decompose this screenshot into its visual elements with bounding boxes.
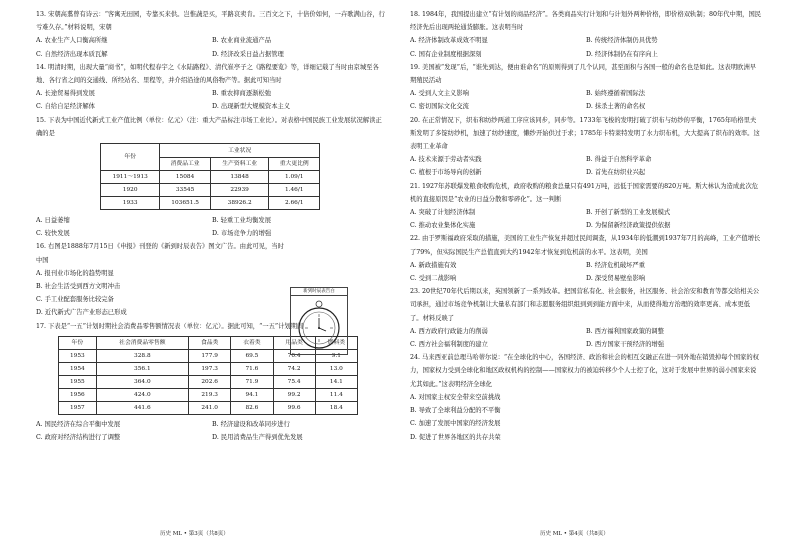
option-b: B. 始终遵循着国际法	[586, 90, 646, 98]
table-cell: 14.1	[315, 375, 357, 388]
options	[36, 34, 388, 60]
option-a: A. 受到人文主义影响	[410, 90, 469, 98]
industry-table	[100, 143, 320, 210]
option-a: A. 报刊业市场化的趋势明显	[36, 269, 114, 277]
table-cell: 1955	[59, 375, 97, 388]
table-cell: 22939	[210, 184, 269, 197]
option-a: A. 对国家主权安全带来空前挑战	[410, 393, 501, 401]
question-stem: 22. 由于罗斯福政府采取的措施，美国的工业生产恢复并超过民间调查，从1934年的低潮到1937年7月的高峰，工业产值增长了79%，但实际国民生产总值直到大约1942年才恢复到危机前的水平。这表明，美国	[410, 235, 761, 256]
question-stem: 17. 下表是“一五”计划时期社会消费品零售额情况表（单位：亿元）。据此可知，“一五”计划期间	[36, 322, 304, 330]
table-cell: 441.6	[96, 401, 188, 414]
advertisement-image	[290, 287, 348, 355]
option-b: B. 传统经济体制仍具优势	[586, 37, 658, 45]
table-cell: 13848	[210, 171, 269, 184]
page-footer-left: 历史 ML • 第3页（共8页）	[160, 531, 229, 537]
table-cell: 38926.2	[210, 197, 269, 210]
option-d: D. 深受贸易壁垒影响	[586, 275, 646, 283]
table-cell: 82.6	[231, 401, 273, 414]
option-d: D. 为保留新经济政策提供依据	[586, 222, 671, 230]
option-b: B. 社会生活受到西方文明冲击	[36, 283, 121, 291]
option-c: C. 国有企业制度根据深刻	[410, 50, 482, 58]
question-stem: 20. 在正常情况下，织布和纺纱两道工序应该同步，同步等。1733年飞梭的发明打破了织布与纺纱的平衡，1765年哈格里夫斯发明了多锭纺纱机，加速了纺纱速度，懒纱开始供过于求；1785年卡特莱特发明了水力织布机，大大提高了织布的效率。这表明工业革命	[410, 116, 760, 151]
option-c: C. 自然经济出现本质瓦解	[36, 50, 108, 58]
table-cell: 75.4	[273, 375, 315, 388]
options	[410, 206, 762, 232]
table-cell: 15084	[160, 171, 211, 184]
table-cell: 202.6	[189, 375, 231, 388]
table-cell: 1953	[59, 349, 97, 362]
option-c: C. 手工业配套服务比较完备	[36, 296, 114, 304]
option-c: C. 较快发展	[36, 230, 70, 238]
table-header: 重大更比例	[269, 158, 320, 171]
table-cell: 99.2	[273, 388, 315, 401]
option-b: B. 西方福利国家政策的调整	[586, 327, 664, 335]
question-stem: 18. 1984年，我国提出建立“有计划的商品经济”。各类商品实行计划和与计划外两种价格，即价格双轨制；80年代中期，国民经济先后出现两轮通货膨胀。这表明当时	[410, 11, 762, 32]
option-a: A. 突破了计划经济体制	[410, 209, 476, 217]
question-stem: 13. 宋朝高翥曾有诗云：“客寓无田园，专靠买来供。岂惟蔬是买，平路哀卖肯。三百文之下，十倍价如何，一卉歌满山谷，行亏难久存。”材料说明，宋朝	[36, 11, 385, 32]
option-b: B. 经济危机破坏严重	[586, 261, 646, 269]
option-a: A. 长途贸易得到发展	[36, 90, 95, 98]
options	[410, 34, 762, 60]
table-cell: 1.46/1	[269, 184, 320, 197]
option-b: B. 导致了全球利益分配的不平衡	[410, 407, 501, 415]
options	[410, 325, 762, 351]
option-a: A. 新政措施有效	[410, 261, 457, 269]
table-cell: 219.3	[189, 388, 231, 401]
table-header: 年份	[59, 336, 97, 349]
table-cell: 364.0	[96, 375, 188, 388]
option-d: D. 出现新型大规模资本主义	[212, 103, 291, 111]
right-column	[410, 8, 762, 444]
table-header: 工业状况	[160, 144, 320, 158]
option-c: C. 政府对经济结构进行了调整	[36, 434, 121, 442]
question-19	[410, 61, 762, 114]
table-row	[59, 388, 358, 401]
option-d: D. 西方国家干预经济的增强	[586, 341, 665, 349]
options	[36, 267, 284, 320]
table-cell: 356.1	[96, 362, 188, 375]
table-cell: 1.09/1	[269, 171, 320, 184]
table-cell: 2.66/1	[269, 197, 320, 210]
table-header: 衣着类	[231, 336, 273, 349]
table-header: 生产资料工业	[210, 158, 269, 171]
option-c: C. 加速了发展中国家的经济发展	[410, 420, 501, 428]
table-header: 消费品工业	[160, 158, 211, 171]
table-cell: 94.1	[231, 388, 273, 401]
question-22	[410, 232, 762, 285]
option-c: C. 推动农业集体化实施	[410, 222, 476, 230]
table-cell: 74.2	[273, 362, 315, 375]
left-column	[36, 8, 388, 444]
table-cell: 70.4	[273, 349, 315, 362]
question-16	[36, 240, 284, 319]
option-b: B. 轻重工业均衡发展	[212, 217, 272, 225]
question-stem: 15. 下表为中国近代新式工业产值比例（单位：亿元）（注：重大产品标注市场工业比）。对表格中国民族工业发展状况解读正确的是	[36, 116, 382, 137]
question-15	[36, 114, 388, 241]
table-row	[59, 375, 358, 388]
table-row	[59, 362, 358, 375]
option-d: D. 经济体制仍在有序向上	[586, 50, 658, 58]
table-cell: 328.8	[96, 349, 188, 362]
table-cell: 69.5	[231, 349, 273, 362]
question-13	[36, 8, 388, 61]
options	[410, 153, 762, 179]
table-row	[101, 197, 320, 210]
table-cell: 11.4	[315, 388, 357, 401]
option-a: A. 国民经济在综合平衡中发展	[36, 420, 121, 428]
option-d: D. 抹杀土著的命名权	[586, 103, 646, 111]
table-cell: 1933	[101, 197, 160, 210]
option-a: A. 经济体制改革成效不明显	[410, 37, 488, 45]
option-c: C. 自给自足经济解体	[36, 103, 95, 111]
table-header: 燃料类	[315, 336, 357, 349]
question-stem: 16. 右图是1888年7月15日《申报》刊登的《新到时辰表告》图文广告。由此可见，当时中国	[36, 243, 284, 264]
advertisement-header: 新到时辰表告白	[291, 288, 347, 296]
question-stem: 21. 1927年苏联爆发粮食收购危机，政府收购的粮食总量只有491万吨，远低于国家需要的820万吨。斯大林认为造成此次危机的直接原因是“农业的日益分散和零碎化”。这一判断	[410, 182, 759, 203]
pocket-watch-icon	[291, 296, 347, 354]
option-b: B. 重农抑商逐渐松弛	[212, 90, 272, 98]
question-20	[410, 114, 762, 180]
table-header: 用品类	[273, 336, 315, 349]
option-a: A. 西方政府行政能力的削弱	[410, 327, 488, 335]
table-cell: 103651.5	[160, 197, 211, 210]
table-cell: 1957	[59, 401, 97, 414]
question-stem: 24. 马来西亚前总理马哈蒂尔说：“在全球化的中心，各国经济、政治和社会的相互交融正在进一同外地在销毁掉每个国家的权力，国家权力受到全球化和地区政权机构的控制——国家权力的被迫转移少个人士控了化，这对于发展中世界的弱小国家来说尤其如此。”这表明经济全球化	[410, 354, 759, 388]
question-24	[410, 351, 762, 443]
table-cell: 18.4	[315, 401, 357, 414]
options	[410, 259, 762, 285]
table-cell: 71.6	[231, 362, 273, 375]
table-cell: 424.0	[96, 388, 188, 401]
option-c: C. 西方社会福利制度的建立	[410, 341, 488, 349]
options	[36, 214, 388, 240]
table-cell: 9.1	[315, 349, 357, 362]
table-cell: 33545	[160, 184, 211, 197]
table-cell: 13.0	[315, 362, 357, 375]
table-cell: 1956	[59, 388, 97, 401]
option-c: C. 受到二战影响	[410, 275, 457, 283]
table-row	[59, 401, 358, 414]
options	[36, 87, 388, 113]
table-row	[101, 184, 320, 197]
table-row	[101, 171, 320, 184]
option-d: D. 近代新式广告产业形态已形成	[36, 309, 127, 317]
option-c: C. 植根于市场导向的创新	[410, 169, 482, 177]
question-stem: 14. 明清时期，出现大量“商书”，如明代程春宇之《水陆路程》、清代崔亭子之《路程要览》等，详细记载了当时由京城至各地、各行省之间的交通线、所经站名、里程等，并介绍沿途的风俗物产等。据此可知当时	[36, 63, 379, 85]
option-d: D. 经济改采日益占据管理	[212, 50, 284, 58]
options	[410, 391, 762, 444]
question-14	[36, 61, 388, 114]
option-b: B. 得益于自然科学革命	[586, 156, 652, 164]
option-d: D. 民用消费品生产得到优先发展	[212, 434, 303, 442]
options	[36, 418, 388, 444]
option-d: D. 首先在纺织业兴起	[586, 169, 646, 177]
option-b: B. 开创了新型的工业发展模式	[586, 209, 671, 217]
table-header: 年份	[101, 144, 160, 171]
option-b: B. 经济建设和改革同步进行	[212, 420, 290, 428]
question-23	[410, 285, 762, 351]
table-cell: 177.9	[189, 349, 231, 362]
table-header: 食品类	[189, 336, 231, 349]
question-stem: 19. 美国被“发现”后，“谁先到达，便由谁命名”的原则得到了几个认同，甚至面积与各国一般的命名也是如此。这表明欧洲早期殖民活动	[410, 63, 757, 85]
table-cell: 1911～1913	[101, 171, 160, 184]
table-cell: 241.0	[189, 401, 231, 414]
page-footer-right: 历史 ML • 第4页（共8页）	[540, 531, 609, 537]
table-cell: 197.3	[189, 362, 231, 375]
option-d: D. 促进了世界各地区的共存共荣	[410, 433, 501, 441]
option-a: A. 技术来源于劳动者实践	[410, 156, 482, 164]
table-cell: 1920	[101, 184, 160, 197]
question-stem: 23. 20世纪70年代后期以来，英国领新了一系列改革。把国营私有化、社会服务，社区服务、社会治安和教育等都交给相关公司承担，通过市场竞争机制让大量私有部门和志愿服务组织组到到到能方面中来，从而使得地方治理的效率更高、成本更低了。材料反映了	[410, 288, 760, 322]
option-a: A. 农业生产人口衡高所继	[36, 37, 108, 45]
option-a: A. 日益萎缩	[36, 217, 70, 225]
table-cell: 71.9	[231, 375, 273, 388]
table-cell: 99.6	[273, 401, 315, 414]
option-b: B. 农业商业流通产品	[212, 37, 272, 45]
question-21	[410, 180, 762, 233]
option-d: D. 市场竞争力的增强	[212, 230, 272, 238]
options	[410, 87, 762, 113]
question-18	[410, 8, 762, 61]
table-cell: 1954	[59, 362, 97, 375]
table-header: 社会消费品零售额	[96, 336, 188, 349]
option-c: C. 密切国际文化交流	[410, 103, 469, 111]
